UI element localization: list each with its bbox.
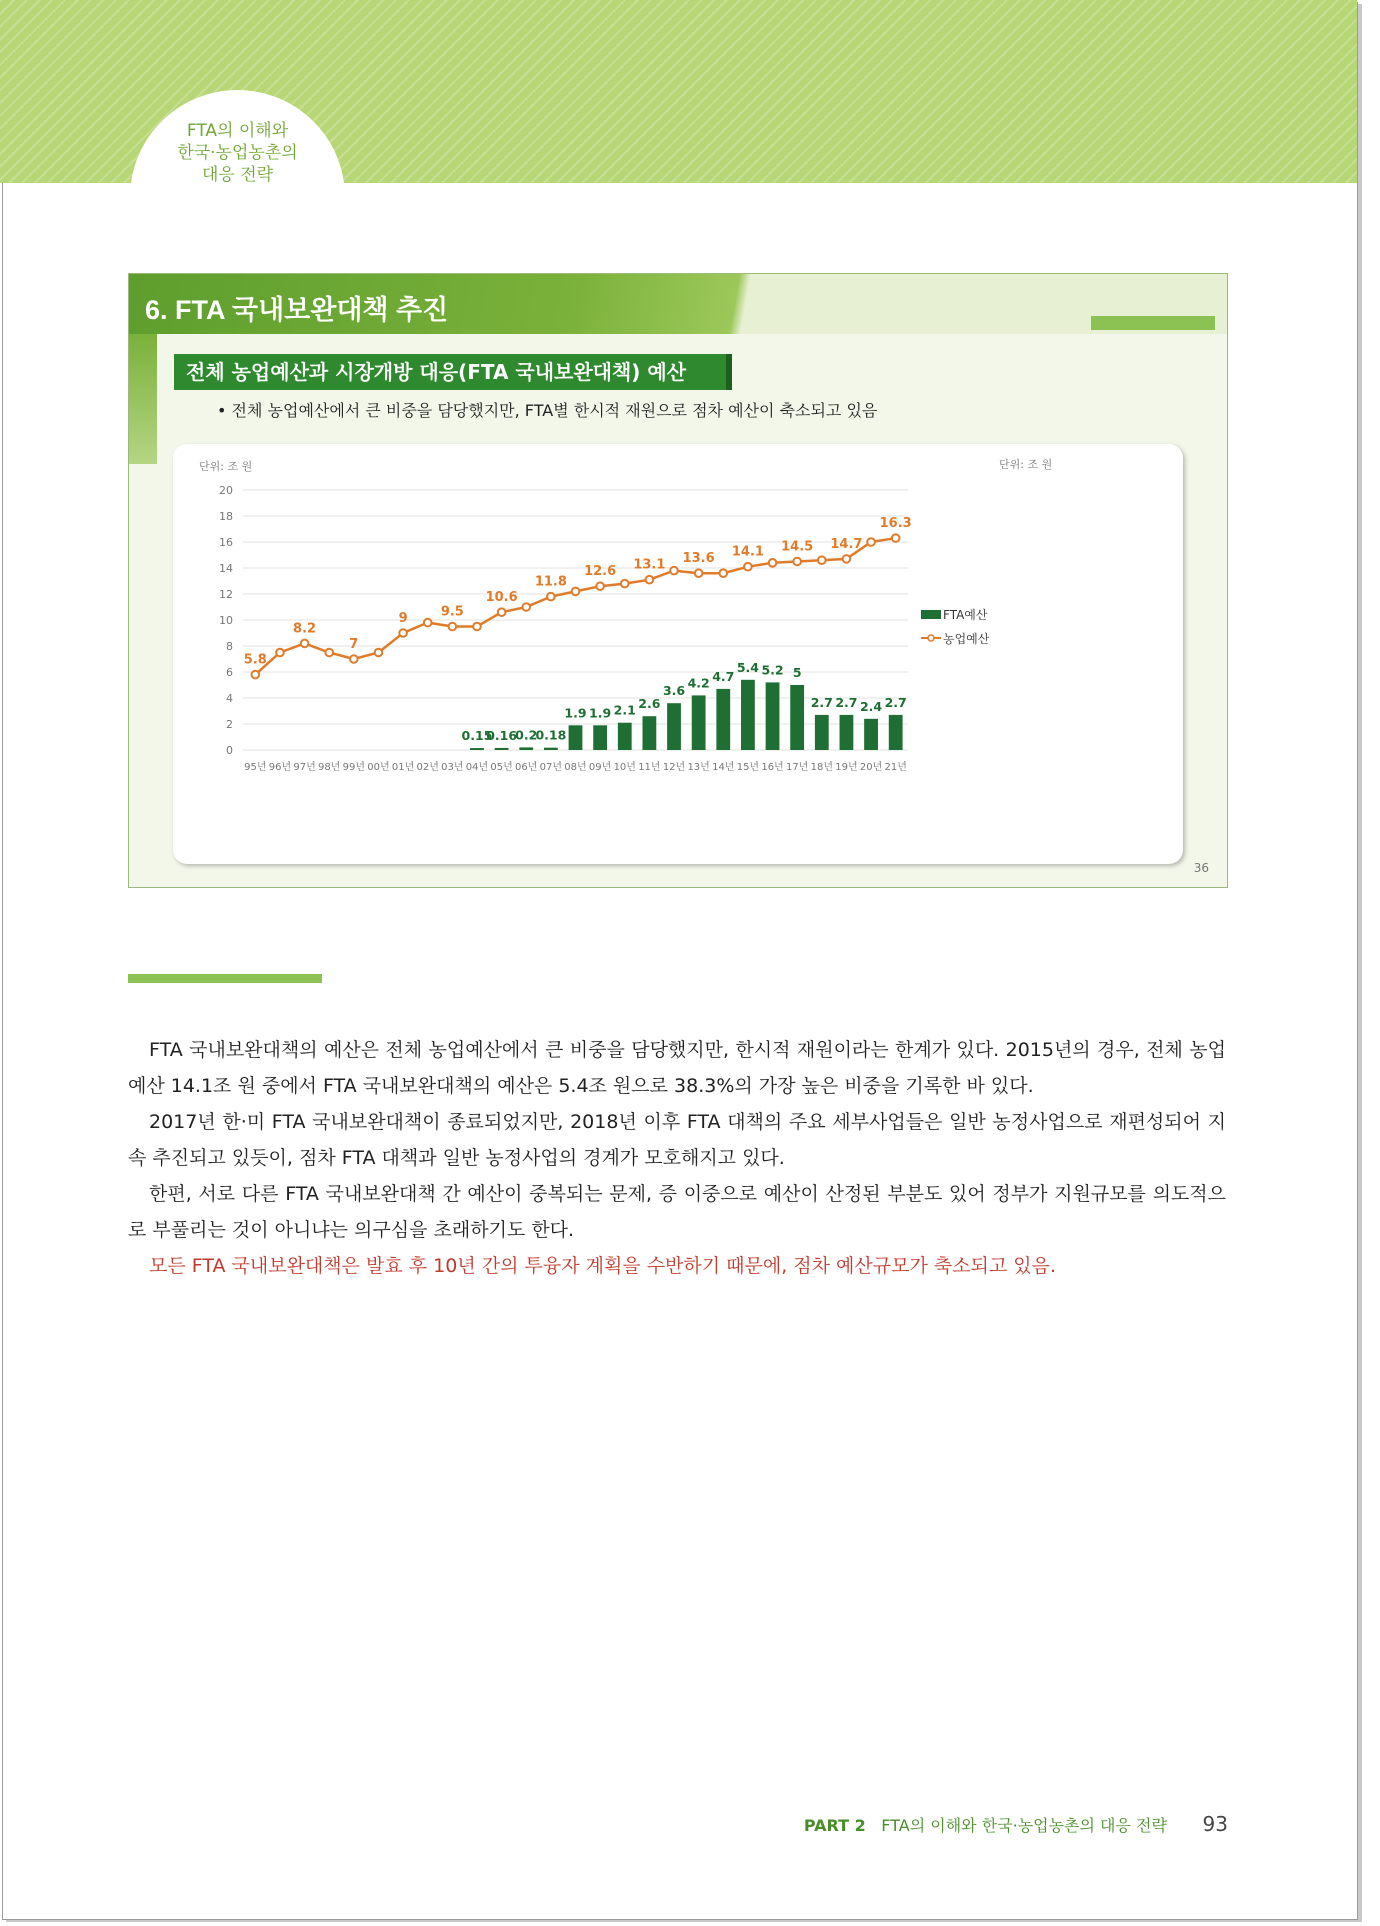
x-tick-label: 12년 xyxy=(662,762,686,773)
agri-data-label: 9 xyxy=(398,611,408,626)
slide-bullet: • 전체 농업예산에서 큰 비중을 담당했지만, FTA별 한시적 재원으로 점차 예산이 축소되고 있음 xyxy=(217,401,878,420)
badge-line: 한국·농업농촌의 xyxy=(177,143,298,163)
footer-part: PART 2 xyxy=(803,1816,866,1835)
x-tick-label: 08년 xyxy=(564,762,587,773)
x-tick-label: 02년 xyxy=(416,762,439,773)
paragraph: 한편, 서로 다른 FTA 국내보완대책 간 예산이 중복되는 문제, 증 이중으로 예산이 산정된 부분도 있어 정부가 지원규모를 의도적으로 부풀리는 것이 아니냐는 의구심을 초래하기도 한다. xyxy=(128,1183,1226,1241)
agri-point xyxy=(350,655,358,663)
agri-data-label: 16.3 xyxy=(879,516,912,532)
legend-label-agri: 농업예산 xyxy=(943,632,990,646)
chart-card xyxy=(173,444,1183,864)
fta-bar xyxy=(470,748,484,750)
agri-point xyxy=(646,576,654,584)
paragraph: FTA 국내보완대책의 예산은 전체 농업예산에서 큰 비중을 담당했지만, 한시적 재원이라는 한계가 있다. 2015년의 경우, 전체 농업예산 14.1조 원 중에서 FTA 국내보완대책의 예산은 5.4조 원으로 38.3%의 가장 높은 비중을 기록한 바 있다. xyxy=(128,1039,1226,1097)
agri-point xyxy=(744,563,752,571)
x-tick-label: 11년 xyxy=(638,762,661,773)
fta-bar xyxy=(544,748,558,750)
x-tick-label: 17년 xyxy=(785,762,809,773)
legend-label-fta: FTA예산 xyxy=(943,608,988,622)
agri-point xyxy=(498,608,506,616)
agri-point xyxy=(473,623,481,631)
agri-point xyxy=(843,555,851,563)
agri-point xyxy=(522,603,530,611)
agri-point xyxy=(449,623,457,631)
x-tick-label: 95년 xyxy=(244,762,267,773)
agri-point xyxy=(252,671,260,679)
x-tick-label: 98년 xyxy=(318,762,341,773)
fta-data-label: 1.9 xyxy=(564,705,587,721)
slide-title: 6. FTA 국내보완대책 추진 xyxy=(145,295,449,325)
fta-bar xyxy=(766,682,780,750)
fta-bar xyxy=(569,725,583,750)
agri-point xyxy=(818,556,826,564)
x-tick-label: 13년 xyxy=(687,762,710,773)
badge-line: 대응 전략 xyxy=(201,165,274,185)
page-number: 93 xyxy=(1202,1812,1228,1836)
agri-data-label: 5.8 xyxy=(243,652,267,668)
slide-bullet-text: 전체 농업예산에서 큰 비중을 담당했지만, FTA별 한시적 재원으로 점차 예산이 축소되고 있음 xyxy=(231,401,878,420)
agri-point xyxy=(301,640,309,648)
legend-marker-agri xyxy=(928,635,934,641)
slide-subtitle: 전체 농업예산과 시장개방 대응(FTA 국내보완대책) 예산 xyxy=(174,354,732,390)
x-tick-label: 99년 xyxy=(342,762,366,773)
fta-bar xyxy=(495,748,509,750)
x-tick-label: 16년 xyxy=(761,762,784,773)
agri-point xyxy=(547,593,555,601)
x-tick-label: 07년 xyxy=(539,762,563,773)
agri-data-label: 10.6 xyxy=(485,590,518,606)
budget-chart xyxy=(173,444,1183,864)
agri-point xyxy=(375,649,383,657)
x-tick-label: 00년 xyxy=(367,762,390,773)
agri-point xyxy=(325,649,333,657)
y-tick-label: 10 xyxy=(219,614,233,627)
slide-number: 36 xyxy=(1193,861,1209,875)
fta-bar xyxy=(864,719,878,750)
body-text xyxy=(128,1032,1226,1284)
fta-bar xyxy=(642,716,656,750)
unit-label-right: 단위: 조 원 xyxy=(999,458,1053,471)
agri-point xyxy=(399,629,407,637)
agri-point xyxy=(719,569,727,577)
y-tick-label: 8 xyxy=(226,640,233,653)
fta-data-label: 2.7 xyxy=(884,694,907,710)
agri-data-label: 11.8 xyxy=(534,574,567,590)
fta-data-label: 5 xyxy=(792,665,802,680)
x-tick-label: 06년 xyxy=(515,762,538,773)
agri-data-label: 8.2 xyxy=(293,621,317,637)
agri-data-label: 7 xyxy=(349,637,359,652)
fta-bar xyxy=(593,725,607,750)
y-tick-label: 4 xyxy=(226,692,233,705)
fta-bar xyxy=(692,695,706,750)
y-tick-label: 12 xyxy=(219,588,233,601)
fta-data-label: 0.2 xyxy=(515,727,538,743)
agri-data-label: 14.5 xyxy=(781,539,814,555)
highlight-paragraph: 모든 FTA 국내보완대책은 발효 후 10년 간의 투융자 계획을 수반하기 때문에, 점차 예산규모가 축소되고 있음. xyxy=(149,1255,1057,1277)
fta-data-label: 0.16 xyxy=(486,727,518,743)
agri-point xyxy=(424,619,432,627)
x-tick-label: 09년 xyxy=(588,762,612,773)
unit-label-left: 단위: 조 원 xyxy=(199,460,253,473)
fta-bar xyxy=(519,747,533,750)
agri-data-label: 9.5 xyxy=(440,604,464,620)
fta-bar xyxy=(716,689,730,750)
fta-bar xyxy=(741,680,755,750)
fta-data-label: 4.2 xyxy=(687,675,710,691)
fta-bar xyxy=(790,685,804,750)
fta-data-label: 1.9 xyxy=(589,705,612,721)
agri-point xyxy=(596,582,604,590)
agri-point xyxy=(793,558,801,566)
agri-point xyxy=(276,649,284,657)
agri-point xyxy=(867,538,875,546)
fta-data-label: 2.4 xyxy=(859,698,883,714)
y-tick-label: 6 xyxy=(226,666,233,679)
x-tick-label: 03년 xyxy=(441,762,464,773)
agri-data-label: 14.7 xyxy=(830,536,863,552)
fta-data-label: 0.15 xyxy=(461,728,493,744)
agri-data-label: 13.1 xyxy=(633,557,666,573)
page-footer xyxy=(0,1812,1228,1836)
agri-point xyxy=(892,534,900,542)
fta-bar xyxy=(840,715,854,750)
x-tick-label: 05년 xyxy=(490,762,513,773)
fta-bar xyxy=(618,723,632,750)
x-tick-label: 15년 xyxy=(736,762,760,773)
x-tick-label: 21년 xyxy=(884,762,907,773)
x-tick-label: 10년 xyxy=(613,762,636,773)
agri-point xyxy=(621,580,629,588)
fta-data-label: 2.7 xyxy=(810,694,833,710)
fta-data-label: 2.6 xyxy=(638,696,661,712)
legend-swatch-fta xyxy=(921,610,941,619)
fta-data-label: 2.1 xyxy=(613,702,636,718)
y-tick-label: 2 xyxy=(226,718,233,731)
agri-point xyxy=(670,567,678,575)
fta-data-label: 2.7 xyxy=(835,694,858,710)
fta-bar xyxy=(889,715,903,750)
section-divider xyxy=(128,974,322,983)
x-tick-label: 20년 xyxy=(859,762,883,773)
agri-point xyxy=(695,569,703,577)
fta-bar xyxy=(667,703,681,750)
fta-bar xyxy=(815,715,829,750)
x-tick-label: 96년 xyxy=(268,762,292,773)
x-tick-label: 19년 xyxy=(835,762,858,773)
x-tick-label: 97년 xyxy=(293,762,316,773)
slide-side-bar xyxy=(129,334,157,464)
fta-data-label: 4.7 xyxy=(712,668,735,684)
slide-accent-bar xyxy=(1091,316,1215,330)
y-tick-label: 14 xyxy=(219,562,233,575)
agri-point xyxy=(769,559,777,567)
paragraph: 2017년 한·미 FTA 국내보완대책이 종료되었지만, 2018년 이후 FTA 대책의 주요 세부사업들은 일반 농정사업으로 재편성되어 지속 추진되고 있듯이, 점차 FTA 대책과 일반 농정사업의 경계가 모호해지고 있다. xyxy=(128,1111,1226,1169)
y-tick-label: 18 xyxy=(219,510,233,523)
fta-data-label: 5.4 xyxy=(736,659,759,675)
y-tick-label: 20 xyxy=(219,484,233,497)
fta-data-label: 3.6 xyxy=(662,683,686,699)
agri-data-label: 12.6 xyxy=(584,564,617,580)
x-tick-label: 18년 xyxy=(810,762,833,773)
slide-figure xyxy=(128,273,1228,888)
y-tick-label: 0 xyxy=(226,744,233,757)
x-tick-label: 01년 xyxy=(391,762,415,773)
y-tick-label: 16 xyxy=(219,536,233,549)
x-tick-label: 14년 xyxy=(712,762,735,773)
footer-title: FTA의 이해와 한국·농업농촌의 대응 전략 xyxy=(881,1816,1167,1835)
agri-data-label: 13.6 xyxy=(682,551,715,567)
x-tick-label: 04년 xyxy=(465,762,489,773)
badge-line: FTA의 이해와 xyxy=(186,121,289,141)
agri-point xyxy=(572,588,580,596)
agri-data-label: 14.1 xyxy=(731,544,764,560)
fta-data-label: 0.18 xyxy=(535,727,567,743)
fta-data-label: 5.2 xyxy=(761,662,784,678)
